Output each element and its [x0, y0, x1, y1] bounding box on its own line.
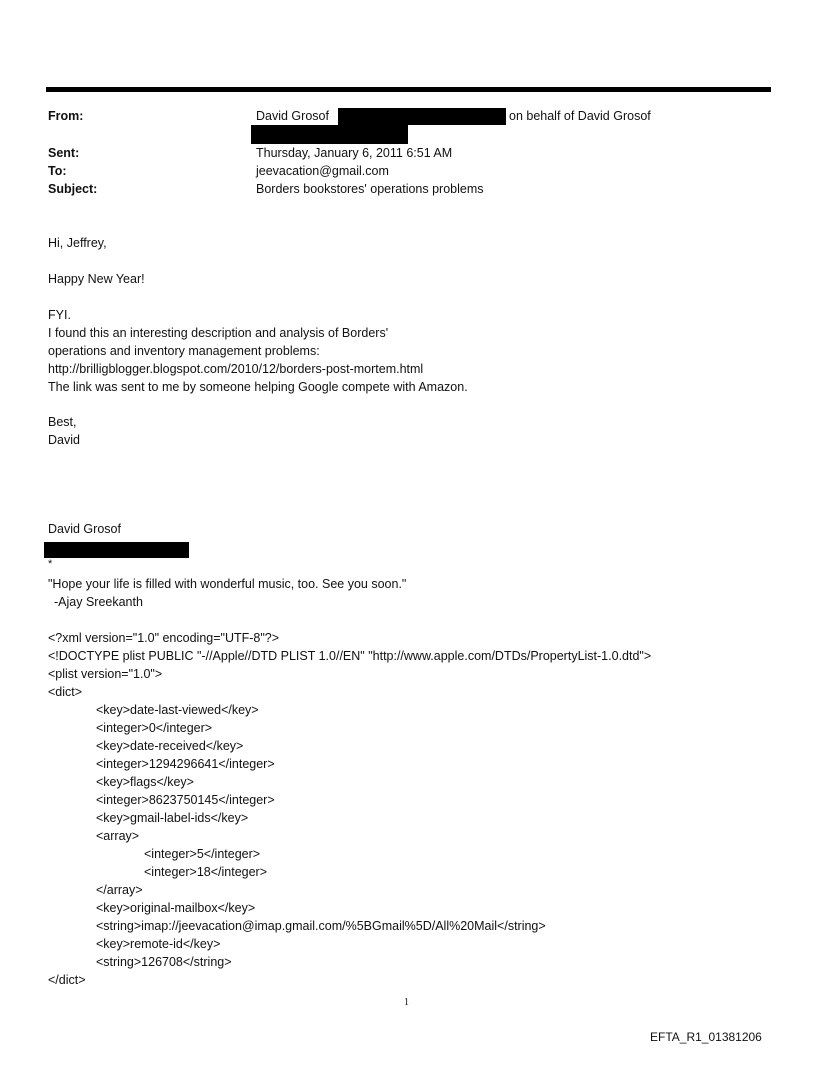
new-year-line: Happy New Year! [48, 272, 145, 286]
plist-line: <key>remote-id</key> [96, 937, 221, 951]
subject-value: Borders bookstores' operations problems [256, 182, 484, 196]
plist-line: </array> [96, 883, 143, 897]
document-id: EFTA_R1_01381206 [650, 1030, 762, 1044]
plist-open: <plist version="1.0"> [48, 667, 163, 681]
signature-quote: "Hope your life is filled with wonderful music, too. See you soon." [48, 577, 407, 591]
plist-dict-close: </dict> [48, 973, 86, 987]
sent-value: Thursday, January 6, 2011 6:51 AM [256, 146, 453, 160]
plist-line: <key>original-mailbox</key> [96, 901, 256, 915]
plist-line: <integer>18</integer> [144, 865, 268, 879]
from-name: David Grosof [256, 109, 329, 123]
plist-dict-open: <dict> [48, 685, 83, 699]
redaction-from-email [338, 108, 506, 125]
header-rule [46, 87, 771, 92]
redaction-from-email-2 [251, 125, 408, 144]
fyi-line: FYI. [48, 308, 71, 322]
closing-name: David [48, 433, 80, 447]
body-line-4: The link was sent to me by someone helping Google compete with Amazon. [48, 380, 468, 394]
to-value: jeevacation@gmail.com [256, 164, 389, 178]
from-behalf: on behalf of David Grosof [509, 109, 651, 123]
body-line-1: I found this an interesting description and analysis of Borders' [48, 326, 389, 340]
plist-line: <string>imap://jeevacation@imap.gmail.com/%5BGmail%5D/All%20Mail</string> [96, 919, 546, 933]
body-link[interactable]: http://brilligblogger.blogspot.com/2010/12/borders-post-mortem.html [48, 362, 424, 376]
body-line-2: operations and inventory management problems: [48, 344, 320, 358]
signature-attribution: -Ajay Sreekanth [54, 595, 143, 609]
plist-line: <integer>1294296641</integer> [96, 757, 275, 771]
plist-line: <key>date-received</key> [96, 739, 244, 753]
page-number: 1 [404, 997, 409, 1008]
greeting: Hi, Jeffrey, [48, 236, 107, 250]
subject-label: Subject: [48, 182, 98, 196]
from-label: From: [48, 109, 84, 123]
to-label: To: [48, 164, 67, 178]
closing: Best, [48, 415, 77, 429]
plist-line: <key>date-last-viewed</key> [96, 703, 259, 717]
plist-line: <key>flags</key> [96, 775, 194, 789]
signature-asterisk: * [48, 558, 53, 570]
redaction-signature [44, 542, 189, 558]
signature-name: David Grosof [48, 522, 121, 536]
sent-label: Sent: [48, 146, 80, 160]
plist-line: <integer>8623750145</integer> [96, 793, 275, 807]
plist-line: <array> [96, 829, 140, 843]
plist-doctype: <!DOCTYPE plist PUBLIC "-//Apple//DTD PLIST 1.0//EN" "http://www.apple.com/DTDs/PropertyList-1.0.dtd"> [48, 649, 652, 663]
plist-line: <string>126708</string> [96, 955, 232, 969]
plist-xml-decl: <?xml version="1.0" encoding="UTF-8"?> [48, 631, 280, 645]
plist-line: <integer>5</integer> [144, 847, 261, 861]
plist-line: <key>gmail-label-ids</key> [96, 811, 249, 825]
plist-line: <integer>0</integer> [96, 721, 213, 735]
